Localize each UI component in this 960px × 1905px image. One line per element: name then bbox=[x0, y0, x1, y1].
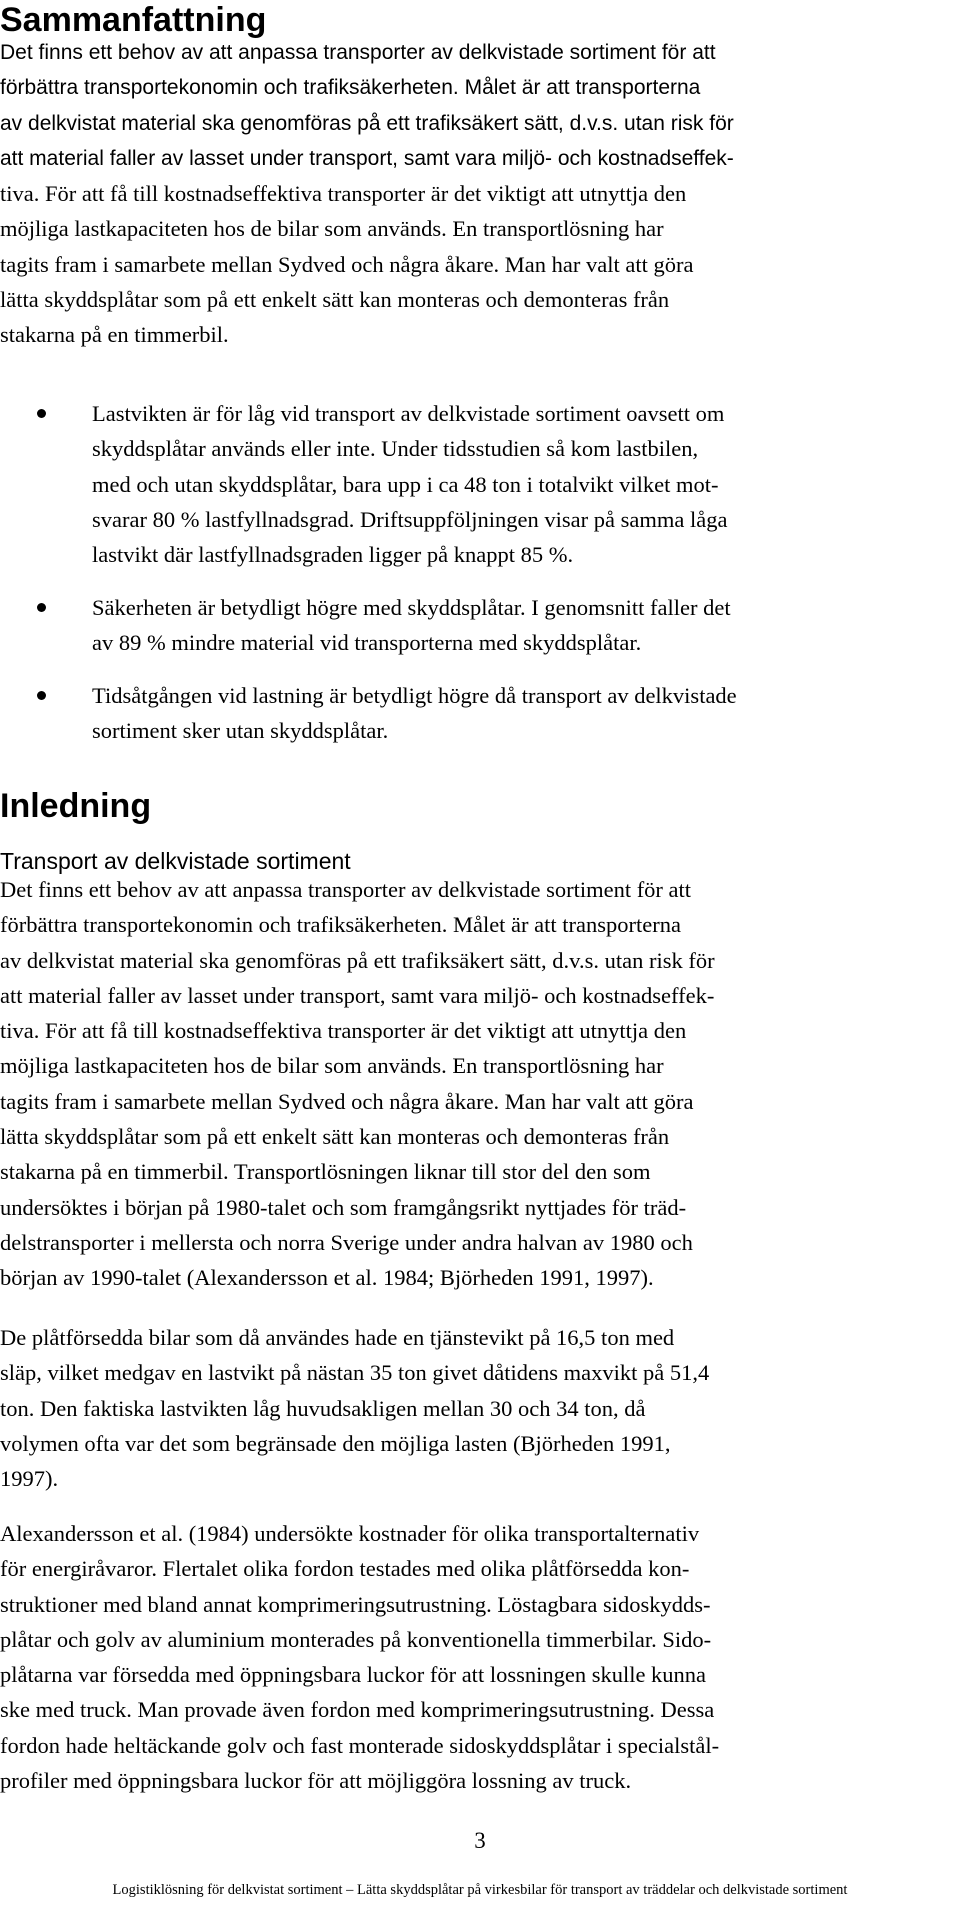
paragraph-line: för energiråvaror. Flertalet olika fordon testades med olika plåtförsedda kon- bbox=[0, 1556, 690, 1582]
page-footer: Logistiklösning för delkvistat sortiment – Lätta skyddsplåtar på virkesbilar för transport av träddelar och delkvistade sortiment bbox=[112, 1882, 848, 1898]
summary-line: lätta skyddsplåtar som på ett enkelt sätt kan monteras och demonteras från bbox=[0, 287, 670, 313]
bullet-line: sortiment sker utan skyddsplåtar. bbox=[92, 718, 389, 744]
bullet-line: skyddsplåtar används eller inte. Under tidsstudien så kom lastbilen, bbox=[92, 436, 699, 462]
bullet-item bbox=[92, 396, 952, 572]
paragraph-line: början av 1990-talet (Alexandersson et al. 1984; Björheden 1991, 1997). bbox=[0, 1265, 654, 1291]
summary-heading: Sammanfattning bbox=[0, 1, 267, 39]
summary-paragraph bbox=[0, 35, 960, 353]
bullet-item bbox=[92, 590, 952, 661]
summary-line: att material faller av lasset under transport, samt vara miljö- och kostnadseffek- bbox=[0, 146, 734, 170]
paragraph-line: Det finns ett behov av att anpassa transporter av delkvistade sortiment för att bbox=[0, 877, 692, 902]
bullet-dot bbox=[37, 691, 46, 700]
bullet-dot bbox=[37, 603, 46, 612]
page-number: 3 bbox=[474, 1828, 486, 1853]
paragraph-line: möjliga lastkapaciteten hos de bilar som används. En transportlösning har bbox=[0, 1053, 664, 1079]
bullet-line: lastvikt där lastfyllnadsgraden ligger på knappt 85 %. bbox=[92, 542, 574, 568]
paragraph-line: lätta skyddsplåtar som på ett enkelt sätt kan monteras och demonteras från bbox=[0, 1124, 670, 1150]
intro-paragraph-1 bbox=[0, 872, 960, 1296]
summary-line: Det finns ett behov av att anpassa transporter av delkvistade sortiment för att bbox=[0, 41, 716, 64]
bullet-item bbox=[92, 678, 952, 749]
summary-line: förbättra transportekonomin och trafiksäkerheten. Målet är att transporterna bbox=[0, 76, 701, 100]
summary-line: av delkvistat material ska genomföras på ett trafiksäkert sätt, d.v.s. utan risk för bbox=[0, 111, 734, 135]
paragraph-line: undersöktes i början på 1980-talet och som framgångsrikt nyttjades för träd- bbox=[0, 1194, 687, 1220]
paragraph-line: delstransporter i mellersta och norra Sverige under andra halvan av 1980 och bbox=[0, 1229, 693, 1255]
paragraph-line: fordon hade heltäckande golv och fast monterade sidoskyddsplåtar i specialstål- bbox=[0, 1732, 720, 1758]
bullet-line: Tidsåtgången vid lastning är betydligt högre då transport av delkvistade bbox=[92, 683, 737, 708]
paragraph-line: Alexandersson et al. (1984) undersökte kostnader för olika transportalternativ bbox=[0, 1521, 700, 1546]
summary-line: stakarna på en timmerbil. bbox=[0, 322, 229, 348]
summary-line: tiva. För att få till kostnadseffektiva transporter är det viktigt att utnyttja den bbox=[0, 181, 687, 207]
paragraph-line: volymen ofta var det som begränsade den möjliga lasten (Björheden 1991, bbox=[0, 1430, 671, 1456]
intro-subheading: Transport av delkvistade sortiment bbox=[0, 848, 351, 874]
bullet-line: Lastvikten är för låg vid transport av delkvistade sortiment oavsett om bbox=[92, 401, 725, 426]
paragraph-line: profiler med öppningsbara luckor för att möjliggöra lossning av truck. bbox=[0, 1768, 632, 1794]
intro-heading: Inledning bbox=[0, 787, 152, 825]
summary-line: möjliga lastkapaciteten hos de bilar som används. En transportlösning har bbox=[0, 216, 664, 242]
bullet-line: av 89 % mindre material vid transporterna med skyddsplåtar. bbox=[92, 630, 642, 656]
bullet-line: svarar 80 % lastfyllnadsgrad. Driftsuppföljningen visar på samma låga bbox=[92, 506, 728, 532]
paragraph-line: förbättra transportekonomin och trafiksäkerheten. Målet är att transporterna bbox=[0, 912, 681, 938]
paragraph-line: plåtarna var försedda med öppningsbara luckor för att lossningen skulle kunna bbox=[0, 1662, 707, 1688]
paragraph-line: tagits fram i samarbete mellan Sydved och några åkare. Man har valt att göra bbox=[0, 1088, 694, 1114]
paragraph-line: tiva. För att få till kostnadseffektiva transporter är det viktigt att utnyttja den bbox=[0, 1018, 687, 1044]
paragraph-line: De plåtförsedda bilar som då användes hade en tjänstevikt på 16,5 ton med bbox=[0, 1325, 675, 1350]
intro-paragraph-3 bbox=[0, 1516, 960, 1798]
paragraph-line: ton. Den faktiska lastvikten låg huvudsakligen mellan 30 och 34 ton, då bbox=[0, 1395, 646, 1421]
intro-paragraph-2 bbox=[0, 1320, 960, 1496]
paragraph-line: struktioner med bland annat komprimeringsutrustning. Löstagbara sidoskydds- bbox=[0, 1591, 711, 1617]
paragraph-line: släp, vilket medgav en lastvikt på nästan 35 ton givet dåtidens maxvikt på 51,4 bbox=[0, 1360, 710, 1386]
paragraph-line: stakarna på en timmerbil. Transportlösningen liknar till stor del den som bbox=[0, 1159, 651, 1185]
bullet-dot bbox=[37, 409, 46, 418]
paragraph-line: plåtar och golv av aluminium monterades på konventionella timmerbilar. Sido- bbox=[0, 1626, 712, 1652]
paragraph-line: av delkvistat material ska genomföras på ett trafiksäkert sätt, d.v.s. utan risk för bbox=[0, 947, 715, 973]
paragraph-line: 1997). bbox=[0, 1466, 59, 1492]
summary-line: tagits fram i samarbete mellan Sydved och några åkare. Man har valt att göra bbox=[0, 251, 694, 277]
paragraph-line: att material faller av lasset under transport, samt vara miljö- och kostnadseffek- bbox=[0, 982, 715, 1008]
paragraph-line: ske med truck. Man provade även fordon med komprimeringsutrustning. Dessa bbox=[0, 1697, 715, 1723]
bullet-line: Säkerheten är betydligt högre med skyddsplåtar. I genomsnitt faller det bbox=[92, 595, 731, 620]
bullet-line: med och utan skyddsplåtar, bara upp i ca 48 ton i totalvikt vilket mot- bbox=[92, 471, 719, 497]
